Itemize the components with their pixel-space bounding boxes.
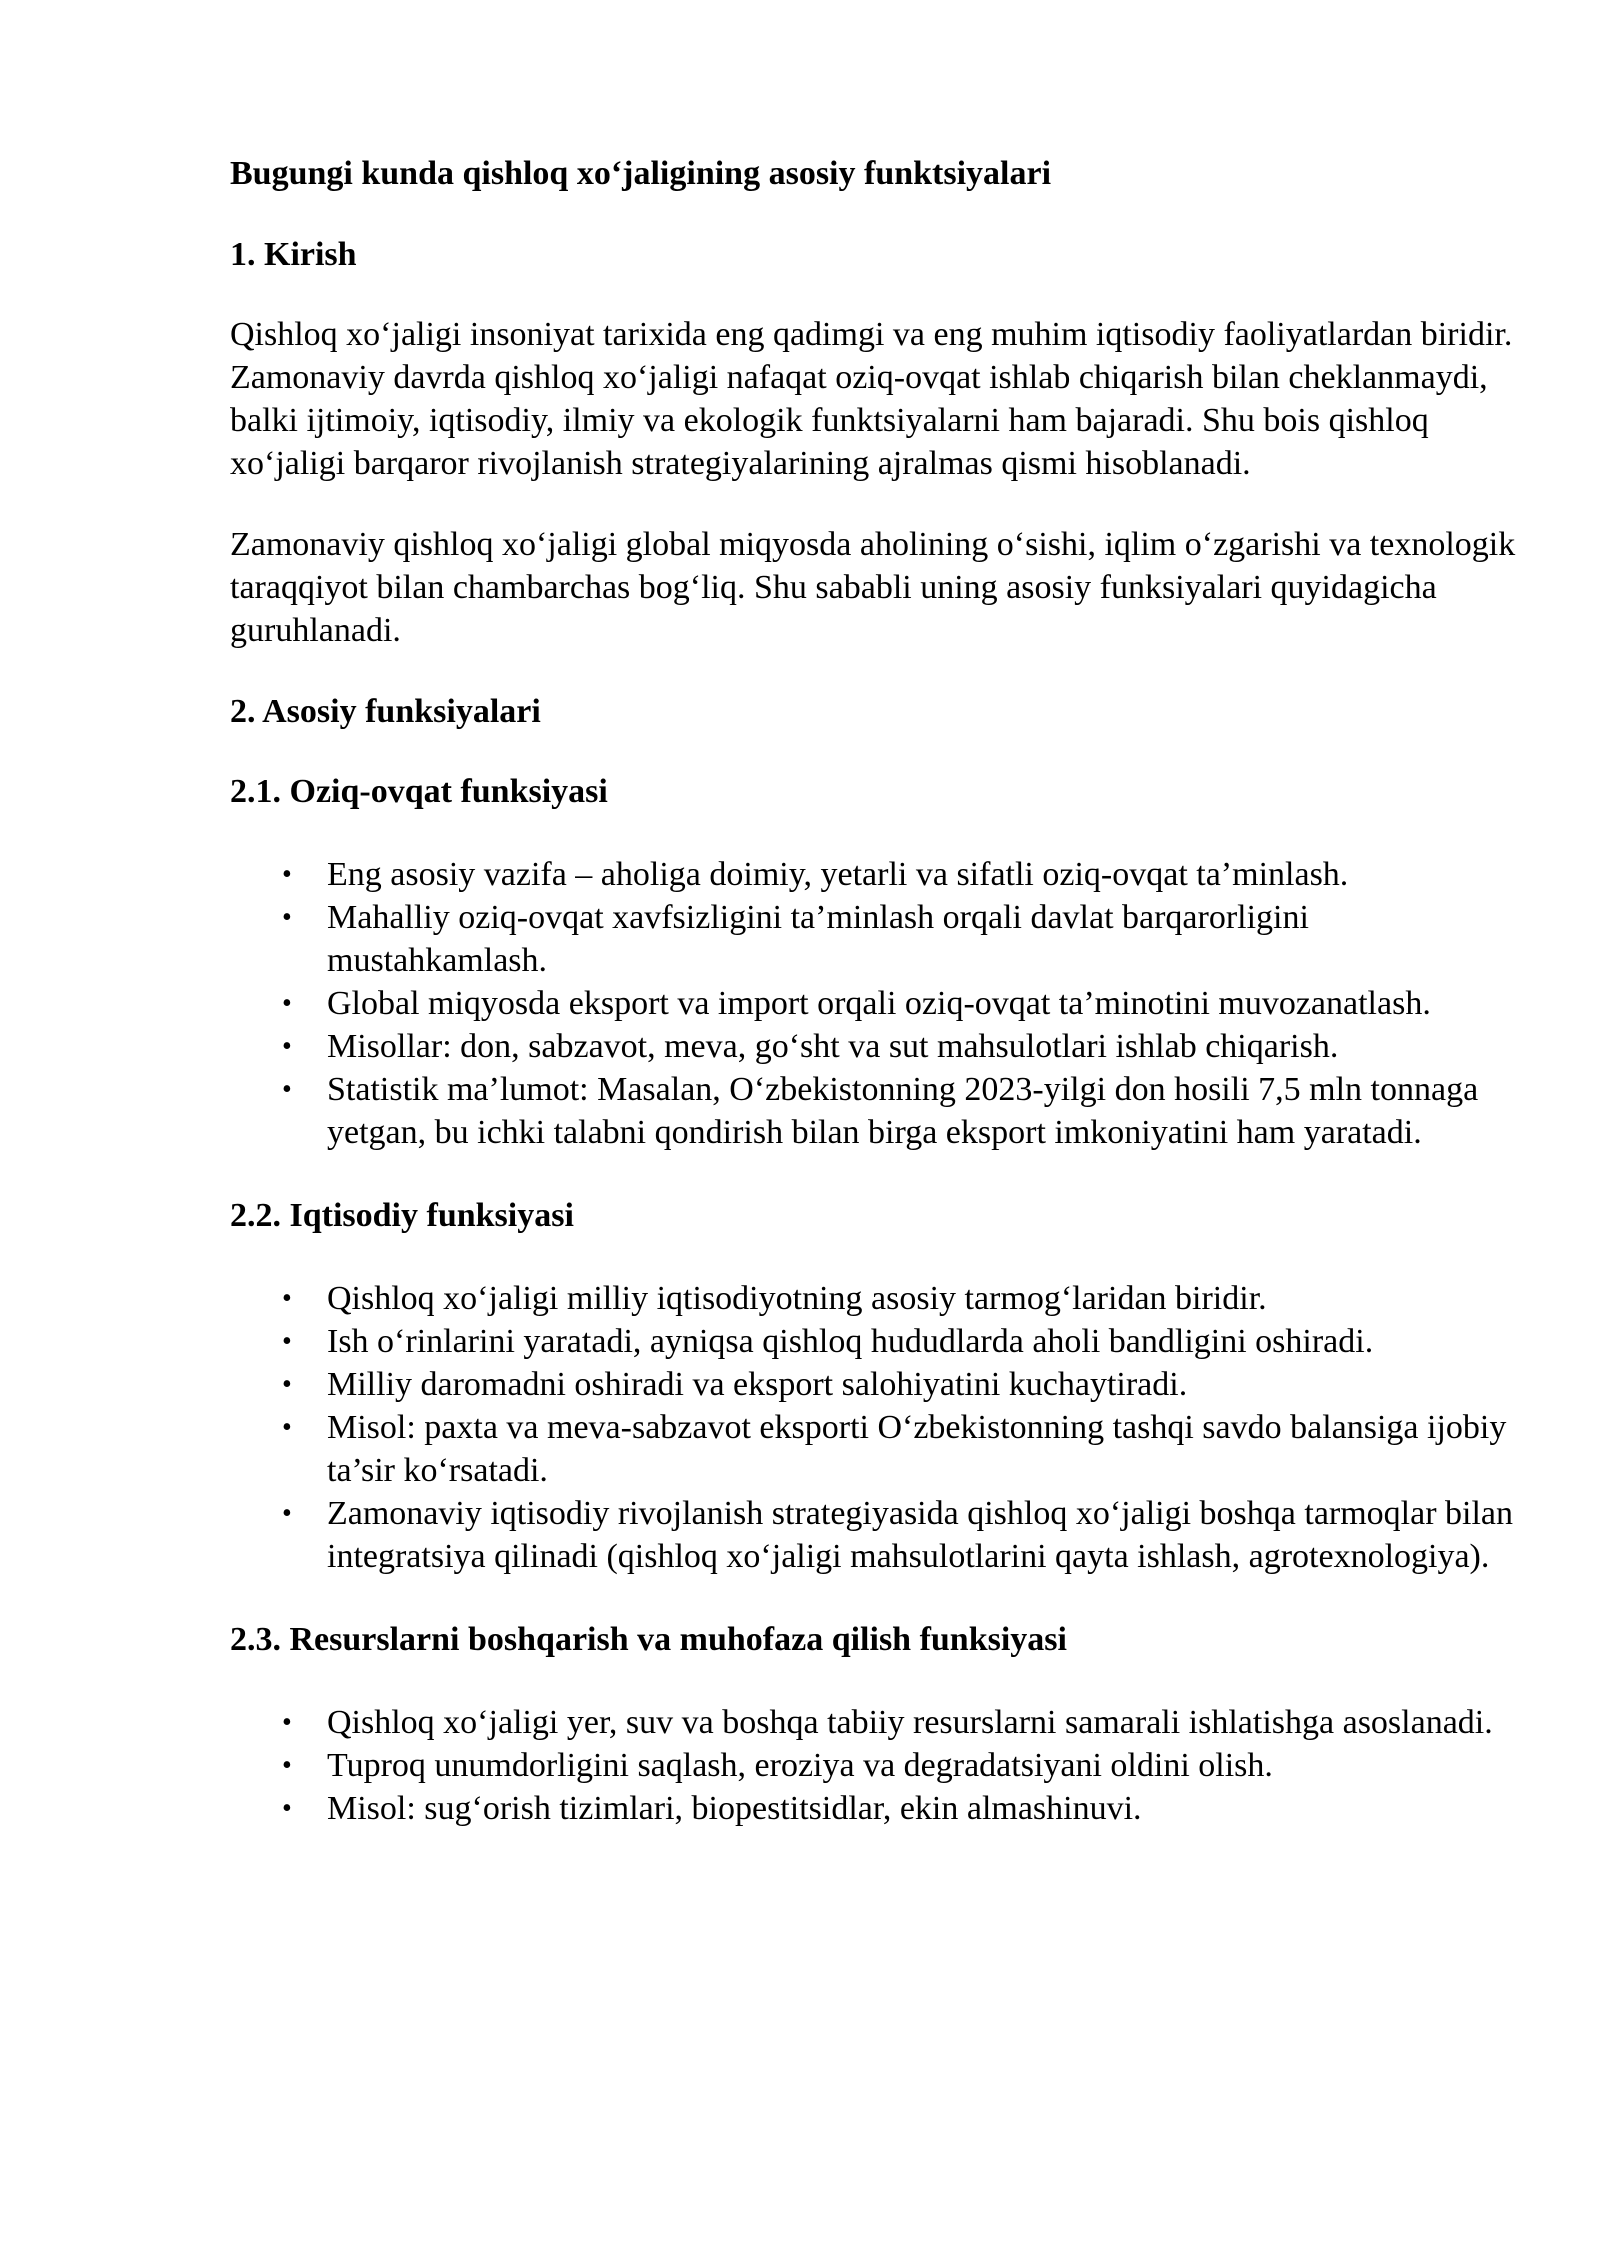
bullet-icon: • [282,1031,292,1062]
bullet-icon: • [282,1750,292,1781]
bullet-icon: • [282,859,292,890]
bullet-icon: • [282,902,292,933]
intro-paragraph-2: Zamonaviy qishloq xo‘jaligi global miqyosda aholining o‘sishi, iqlim o‘zgarishi va texnologik taraqqiyot bilan chambarchas bog‘liq. Shu sababli uning asosiy funksiyalari quyidagicha guruhlanadi. [230,526,1516,649]
list-item-text: Mahalliy oziq-ovqat xavfsizligini ta’minlash orqali davlat barqarorligini mustahkamlash. [327,899,1309,979]
intro-paragraph-1: Qishloq xo‘jaligi insoniyat tarixida eng qadimgi va eng muhim iqtisodiy faoliyatlardan biridir. Zamonaviy davrda qishloq xo‘jaligi nafaqat oziq-ovqat ishlab chiqarish bilan cheklanmaydi, balki ijtimoiy, iqtisodiy, ilmiy va ekologik funktsiyalarni ham bajaradi. Shu bois qishloq xo‘jaligi barqaror rivojlanish strategiyalarining ajralmas qismi hisoblanadi. [230,316,1513,482]
subsection-heading-oziq-ovqat: 2.1. Oziq-ovqat funksiyasi [230,773,608,810]
list-item-text: Misol: sug‘orish tizimlari, biopestitsidlar, ekin almashinuvi. [327,1790,1142,1827]
list-item [230,982,1530,1025]
list-item-text: Global miqyosda eksport va import orqali oziq-ovqat ta’minotini muvozanatlash. [327,985,1431,1022]
document-page [230,152,1530,1870]
list-item [230,1406,1530,1492]
bullet-icon: • [282,1707,292,1738]
list-item-text: Zamonaviy iqtisodiy rivojlanish strategiyasida qishloq xo‘jaligi boshqa tarmoqlar bilan integratsiya qilinadi (qishloq xo‘jaligi mahsulotlarini qayta ishlash, agrotexnologiya). [327,1495,1514,1575]
list-item [230,1025,1530,1068]
subsection-heading-resurslar: 2.3. Resurslarni boshqarish va muhofaza qilish funksiyasi [230,1621,1067,1658]
bullet-icon: • [282,988,292,1019]
subsection-heading-iqtisodiy: 2.2. Iqtisodiy funksiyasi [230,1197,574,1234]
document-title: Bugungi kunda qishloq xo‘jaligining asosiy funktsiyalari [230,155,1052,192]
list-item-text: Eng asosiy vazifa – aholiga doimiy, yetarli va sifatli oziq-ovqat ta’minlash. [327,856,1349,893]
bullet-icon: • [282,1412,292,1443]
list-item [230,1277,1530,1320]
bullet-icon: • [282,1326,292,1357]
bullet-list-resurslar [230,1701,1530,1830]
list-item-text: Statistik ma’lumot: Masalan, O‘zbekistonning 2023-yilgi don hosili 7,5 mln tonnaga yetgan, bu ichki talabni qondirish bilan birga eksport imkoniyatini ham yaratadi. [327,1071,1479,1151]
list-item-text: Milliy daromadni oshiradi va eksport salohiyatini kuchaytiradi. [327,1366,1188,1403]
list-item-text: Qishloq xo‘jaligi yer, suv va boshqa tabiiy resurslarni samarali ishlatishga asoslanadi. [327,1704,1493,1741]
list-item-text: Misollar: don, sabzavot, meva, go‘sht va sut mahsulotlari ishlab chiqarish. [327,1028,1339,1065]
bullet-icon: • [282,1498,292,1529]
bullet-icon: • [282,1283,292,1314]
list-item-text: Qishloq xo‘jaligi milliy iqtisodiyotning asosiy tarmog‘laridan biridir. [327,1280,1267,1317]
list-item [230,1363,1530,1406]
list-item [230,1068,1530,1154]
section-heading-kirish: 1. Kirish [230,236,357,273]
list-item [230,1787,1530,1830]
bullet-icon: • [282,1369,292,1400]
section-heading-asosiy-funksiyalari: 2. Asosiy funksiyalari [230,693,541,730]
bullet-icon: • [282,1793,292,1824]
list-item [230,1744,1530,1787]
list-item-text: Tuproq unumdorligini saqlash, eroziya va degradatsiyani oldini olish. [327,1747,1273,1784]
bullet-list-oziq-ovqat [230,853,1530,1154]
list-item [230,1320,1530,1363]
list-item [230,853,1530,896]
bullet-list-iqtisodiy [230,1277,1530,1578]
list-item [230,1492,1530,1578]
list-item [230,896,1530,982]
list-item-text: Misol: paxta va meva-sabzavot eksporti O‘zbekistonning tashqi savdo balansiga ijobiy ta’sir ko‘rsatadi. [327,1409,1507,1489]
list-item [230,1701,1530,1744]
list-item-text: Ish o‘rinlarini yaratadi, ayniqsa qishloq hududlarda aholi bandligini oshiradi. [327,1323,1374,1360]
bullet-icon: • [282,1074,292,1105]
